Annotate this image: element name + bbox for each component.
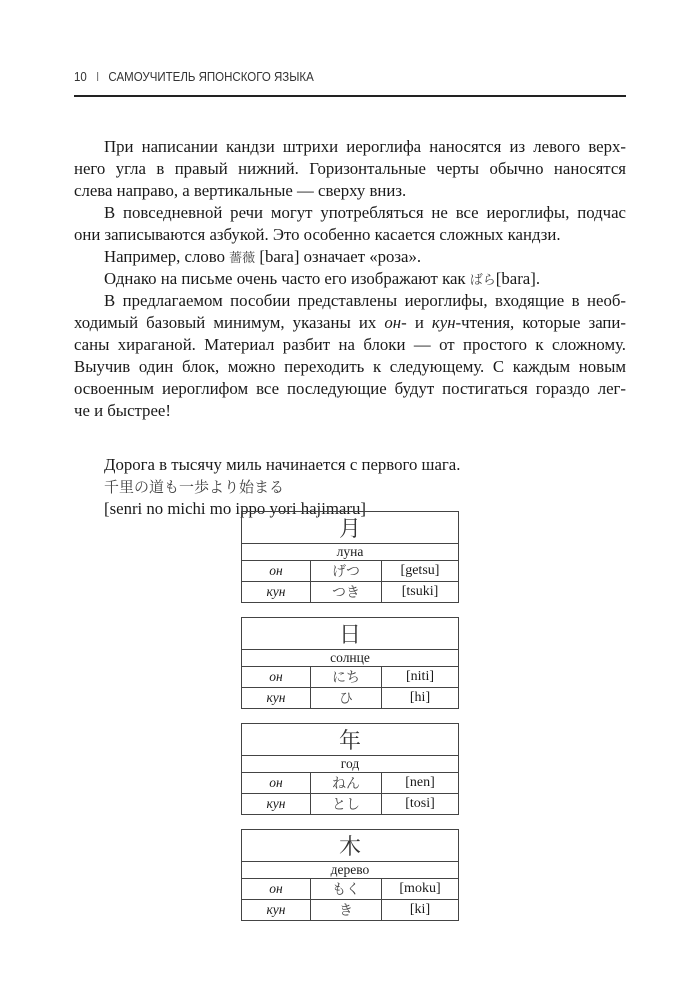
text-line: Выучив один блок, можно переходить к следующему. С каждым новым [74,357,626,376]
text-line: они записываются азбукой. Это особенно касается сложных кандзи. [74,225,561,244]
text: Однако на письме очень часто его изображают как [104,269,470,288]
kun-reading-kana: き [311,900,382,921]
text: [bara]. [495,269,541,288]
kanji-word: 薔薇 [229,251,256,266]
italic-term: кун [431,313,456,332]
on-reading-kana: もく [311,879,382,900]
kanji-character: 年 [242,724,459,756]
text-line: В предлагаемом пособии представлены иероглифы, входящие в необ- [104,291,626,310]
text-line: него угла в правый нижний. Горизонтальные черты обычно наносятся [74,159,626,178]
kun-label: кун [242,794,311,815]
kanji-card [241,829,459,921]
text: -чтения, которые запи- [455,313,626,332]
running-header [74,70,314,84]
kun-reading-romaji: [tosi] [382,794,459,815]
paragraph-2 [74,290,626,422]
text-line: че и быстрее! [74,401,171,420]
kanji-character: 木 [242,830,459,862]
text: Например, слово [104,247,230,266]
on-reading-romaji: [getsu] [382,561,459,582]
on-reading-kana: ねん [311,773,382,794]
page-number: 10 [74,70,87,84]
text-line [74,312,626,334]
kun-label: кун [242,582,311,603]
text-line: При написании кандзи штрихи иероглифа наносятся из левого верх- [104,137,626,156]
kanji-card [241,511,459,603]
text-line: В повседневной речи могут употребляться не все иероглифы, подчас [104,203,626,222]
proverb-japanese: 千里の道も一歩より始まる [104,478,285,496]
kun-reading-kana: つき [311,582,382,603]
kun-reading-romaji: [tsuki] [382,582,459,603]
kanji-card [241,723,459,815]
on-label: он [242,561,311,582]
kun-reading-romaji: [hi] [382,688,459,709]
on-reading-romaji: [niti] [382,667,459,688]
kanji-meaning: солнце [242,650,459,667]
kanji-meaning: луна [242,544,459,561]
text: [bara] означает «роза». [255,247,422,266]
kanji-character: 日 [242,618,459,650]
kanji-meaning: дерево [242,862,459,879]
header-rule [74,95,626,97]
kun-label: кун [242,688,311,709]
text-line: слева направо, а вертикальные — сверху вниз. [74,181,407,200]
text: и [406,313,432,332]
example-line [74,268,626,290]
text: ходимый базовый минимум, указаны их [74,313,385,332]
kun-reading-kana: ひ [311,688,382,709]
text-line: саны хираганой. Материал разбит на блоки — от простого к сложному. [74,335,626,354]
paragraph-1 [74,136,626,290]
kun-label: кун [242,900,311,921]
proverb-russian: Дорога в тысячу миль начинается с первого шага. [104,455,461,474]
on-reading-romaji: [moku] [382,879,459,900]
example-line [74,246,626,268]
italic-term: он- [384,313,407,332]
on-label: он [242,879,311,900]
kanji-character: 月 [242,512,459,544]
kanji-card [241,617,459,709]
running-title: САМОУЧИТЕЛЬ ЯПОНСКОГО ЯЗЫКА [108,70,314,84]
on-reading-romaji: [nen] [382,773,459,794]
on-reading-kana: にち [311,667,382,688]
kana-word: ばら [469,273,496,288]
kun-reading-romaji: [ki] [382,900,459,921]
kun-reading-kana: とし [311,794,382,815]
proverb-romaji: [senri no michi mo ippo yori hajimaru] [104,499,366,518]
on-label: он [242,667,311,688]
on-reading-kana: げつ [311,561,382,582]
kanji-meaning: год [242,756,459,773]
on-label: он [242,773,311,794]
text-line: освоенным иероглифом все последующие будут постигаться гораздо лег- [74,379,626,398]
header-separator: I [95,70,100,84]
